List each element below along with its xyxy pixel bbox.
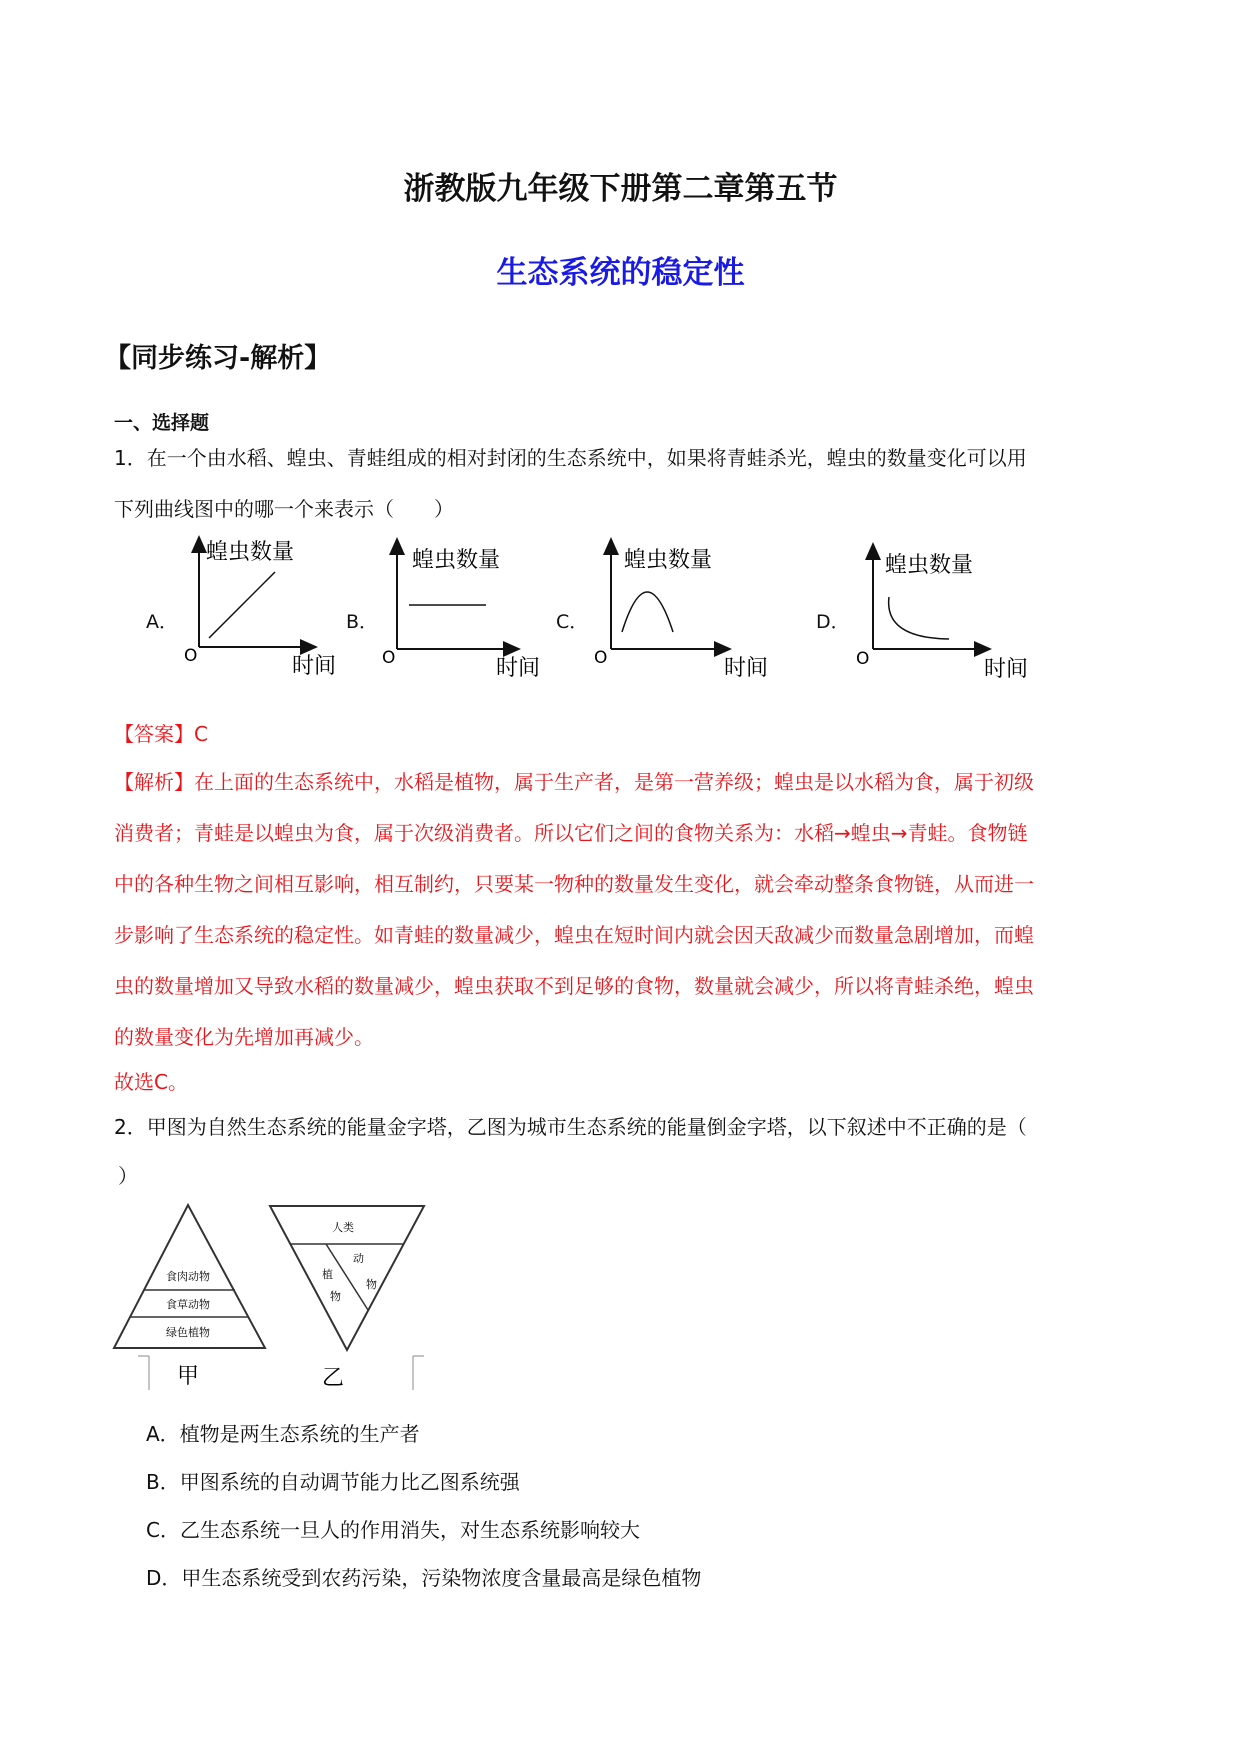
pyramid-yi-animal-1: 动 xyxy=(353,1252,364,1265)
curve-rising xyxy=(209,572,275,638)
q1-analysis-line-2: 消费者；青蛙是以蝗虫为食，属于次级消费者。所以它们之间的食物关系为：水稻→蝗虫→青蛙。食物链 xyxy=(114,821,1028,845)
pyramid-jia-level-carnivore: 食肉动物 xyxy=(166,1270,210,1283)
graph-xlabel: 时间 xyxy=(984,657,1029,682)
graph-origin: O xyxy=(382,648,396,668)
graph-ylabel: 蝗虫数量 xyxy=(624,548,713,573)
q2-option-b: B．甲图系统的自动调节能力比乙图系统强 xyxy=(146,1470,520,1494)
graph-xlabel: 时间 xyxy=(724,656,769,681)
section-label: 【同步练习-解析】 xyxy=(104,343,332,374)
graph-origin: O xyxy=(594,648,608,668)
graph-origin: O xyxy=(184,646,198,666)
graph-xlabel: 时间 xyxy=(292,654,337,679)
q1-conclusion: 故选C。 xyxy=(114,1070,188,1094)
q1-analysis-line-4: 步影响了生态系统的稳定性。如青蛙的数量减少，蝗虫在短时间内就会因天敌减少而数量急剧增加，而蝗 xyxy=(114,923,1034,947)
graph-a xyxy=(180,535,350,680)
pyramid-yi xyxy=(270,1206,424,1350)
graph-ylabel: 蝗虫数量 xyxy=(206,540,295,565)
q1-option-d-letter: D． xyxy=(816,611,850,633)
q1-analysis-line-3: 中的各种生物之间相互影响，相互制约，只要某一物种的数量发生变化，就会牵动整条食物链，从而进一 xyxy=(114,872,1034,896)
graph-c xyxy=(592,537,772,682)
curve-rise-fall xyxy=(622,592,673,632)
pyramid-jia-level-plant: 绿色植物 xyxy=(166,1326,210,1339)
pyramid-yi-top: 人类 xyxy=(332,1221,354,1234)
graph-xlabel: 时间 xyxy=(496,656,541,681)
graph-b xyxy=(378,537,558,682)
graph-ylabel: 蝗虫数量 xyxy=(885,553,974,578)
graph-ylabel: 蝗虫数量 xyxy=(412,548,501,573)
page-title: 浙教版九年级下册第二章第五节 xyxy=(403,171,838,207)
q1-line-2: 下列曲线图中的哪一个来表示（ ） xyxy=(114,497,454,521)
q1-analysis-line-1: 【解析】在上面的生态系统中，水稻是植物，属于生产者，是第一营养级；蝗虫是以水稻为食，属于初级 xyxy=(114,770,1034,794)
q2-option-a: A．植物是两生态系统的生产者 xyxy=(146,1422,420,1446)
pyramid-yi-plant-2: 物 xyxy=(330,1290,341,1303)
q1-analysis-line-6: 的数量变化为先增加再减少。 xyxy=(114,1025,374,1049)
q2-option-d: D．甲生态系统受到农药污染，污染物浓度含量最高是绿色植物 xyxy=(146,1566,702,1590)
q1-option-a-letter: A． xyxy=(146,611,178,633)
q1-line-1: 1．在一个由水稻、蝗虫、青蛙组成的相对封闭的生态系统中，如果将青蛙杀光，蝗虫的数量变化可以用 xyxy=(114,446,1027,470)
q1-option-b-letter: B． xyxy=(346,611,379,633)
pyramid-yi-plant-1: 植 xyxy=(322,1268,333,1281)
q1-answer: 【答案】C xyxy=(114,722,208,746)
pyramid-yi-caption: 乙 xyxy=(321,1366,345,1390)
graph-d xyxy=(854,542,1044,687)
part-heading: 一、选择题 xyxy=(114,412,210,434)
pyramid-jia xyxy=(114,1205,265,1348)
pyramid-jia-caption: 甲 xyxy=(176,1364,200,1389)
q2-line-2: ） xyxy=(118,1164,138,1188)
pyramid-figure xyxy=(108,1200,428,1390)
pyramid-jia-level-herbivore: 食草动物 xyxy=(166,1298,210,1311)
pyramid-yi-animal-2: 物 xyxy=(366,1278,377,1291)
q1-option-c-letter: C． xyxy=(556,611,589,633)
graph-origin: O xyxy=(856,649,870,669)
q2-line-1: 2．甲图为自然生态系统的能量金字塔，乙图为城市生态系统的能量倒金字塔，以下叙述中不正确的是（ xyxy=(114,1115,1027,1139)
page-subtitle: 生态系统的稳定性 xyxy=(496,255,745,291)
q2-option-c: C．乙生态系统一旦人的作用消失，对生态系统影响较大 xyxy=(146,1518,640,1542)
q1-analysis-line-5: 虫的数量增加又导致水稻的数量减少，蝗虫获取不到足够的食物，数量就会减少，所以将青蛙杀绝，蝗虫 xyxy=(114,974,1034,998)
curve-falling xyxy=(889,597,949,639)
